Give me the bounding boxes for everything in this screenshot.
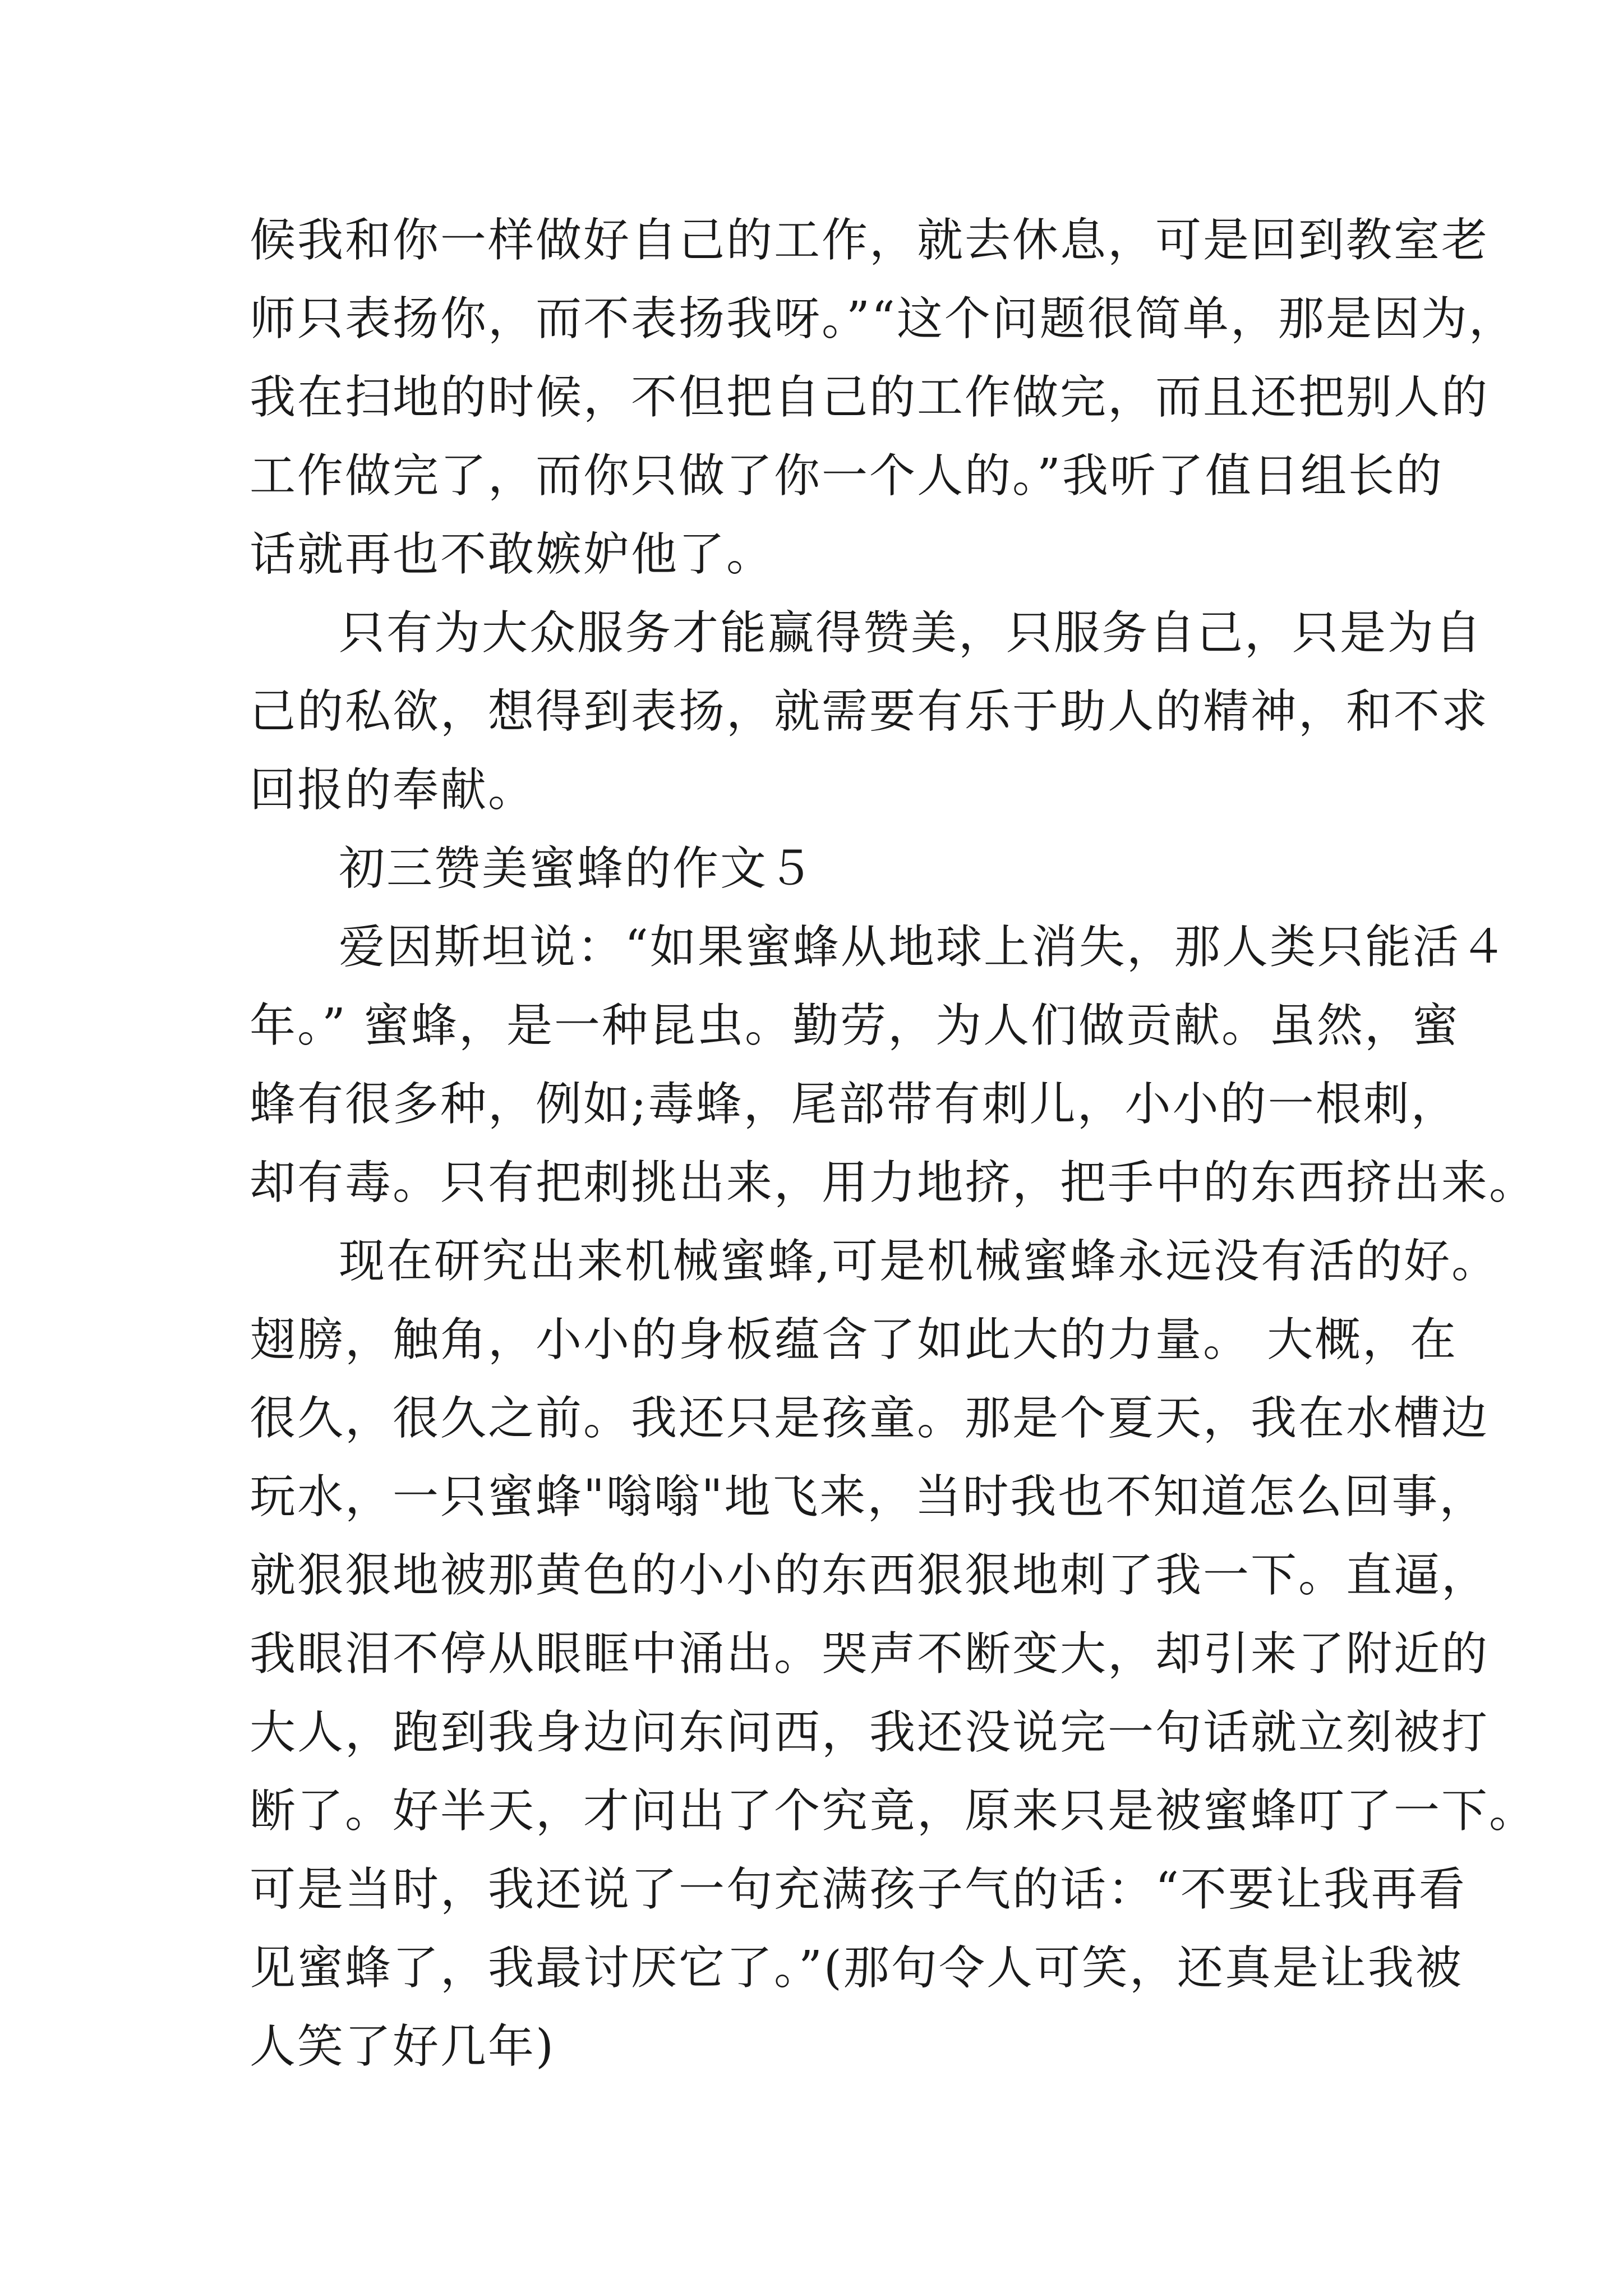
paragraph-first-line: 只有为大众服务才能赢得赞美，只服务自己，只是为自 bbox=[339, 606, 1483, 660]
text-line: 人笑了好几年) bbox=[250, 2020, 555, 2073]
text-line: 翅膀，触角，小小的身板蕴含了如此大的力量。 大概，在 bbox=[250, 1313, 1458, 1366]
text-line: 很久，很久之前。我还只是孩童。那是个夏天，我在水槽边 bbox=[250, 1392, 1490, 1445]
text-line: 工作做完了，而你只做了你一个人的。”我听了值日组长的 bbox=[250, 449, 1444, 503]
text-line: 话就再也不敢嫉妒他了。 bbox=[250, 528, 774, 581]
text-line: 年。” 蜜蜂，是一种昆虫。勤劳，为人们做贡献。虽然，蜜 bbox=[250, 999, 1460, 1052]
text-line: 回报的奉献。 bbox=[250, 763, 536, 817]
text-line: 断了。好半天，才问出了个究竟，原来只是被蜜蜂叮了一下。 bbox=[250, 1784, 1537, 1838]
paragraph-first-line: 爱因斯坦说：“如果蜜蜂从地球上消失，那人类只能活４ bbox=[339, 921, 1508, 974]
text-line: 候我和你一样做好自己的工作，就去休息，可是回到教室老 bbox=[250, 214, 1490, 267]
text-line: 大人，跑到我身边问东问西，我还没说完一句话就立刻被打 bbox=[250, 1706, 1490, 1759]
text-line: 就狠狠地被那黄色的小小的东西狠狠地刺了我一下。直逼， bbox=[250, 1549, 1490, 1602]
text-line: 我在扫地的时候，不但把自己的工作做完，而且还把别人的 bbox=[250, 371, 1490, 424]
text-line: 己的私欲，想得到表扬，就需要有乐于助人的精神，和不求 bbox=[250, 685, 1490, 738]
text-line: 我眼泪不停从眼眶中涌出。哭声不断变大，却引来了附近的 bbox=[250, 1627, 1490, 1681]
text-line: 见蜜蜂了，我最讨厌它了。”(那句令人可笑，还真是让我被 bbox=[250, 1941, 1463, 1995]
text-line: 师只表扬你，而不表扬我呀。”“这个问题很简单，那是因为， bbox=[250, 292, 1516, 346]
paragraph-first-line: 现在研究出来机械蜜蜂,可是机械蜜蜂永远没有活的好。 bbox=[339, 1235, 1500, 1288]
text-line: 蜂有很多种，例如;毒蜂，尾部带有刺儿，小小的一根刺， bbox=[250, 1078, 1459, 1131]
section-heading: 初三赞美蜜蜂的作文５ bbox=[339, 842, 816, 895]
text-line: 却有毒。只有把刺挑出来，用力地挤，把手中的东西挤出来。 bbox=[250, 1156, 1537, 1209]
text-line: 玩水，一只蜜蜂"嗡嗡"地飞来，当时我也不知道怎么回事， bbox=[250, 1470, 1487, 1524]
text-line: 可是当时，我还说了一句充满孩子气的话：“不要让我再看 bbox=[250, 1863, 1467, 1916]
